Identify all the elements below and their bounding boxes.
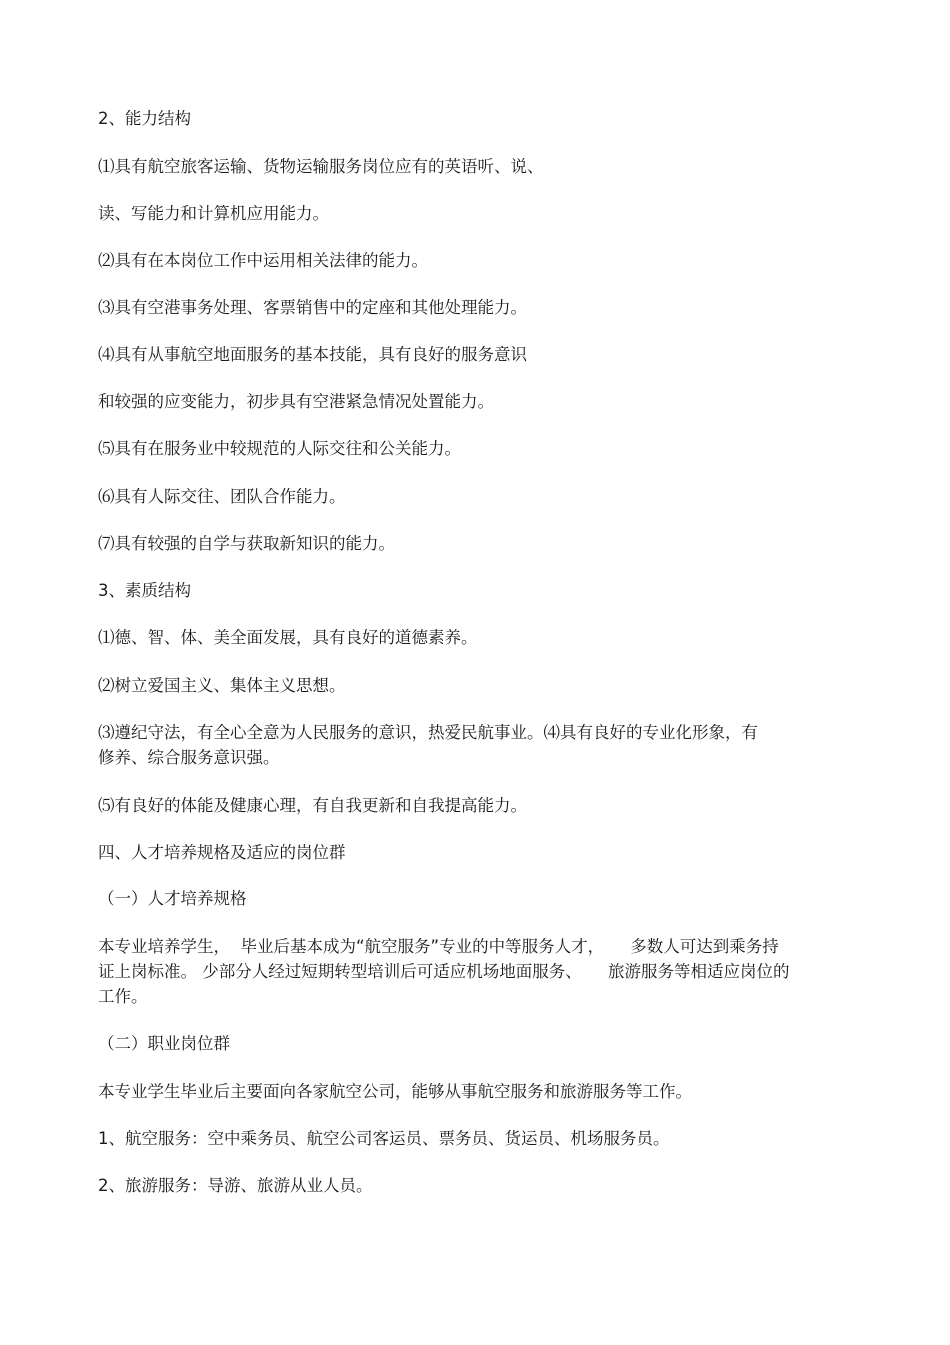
ability-item-4-line-1: ⑷具有从事航空地面服务的基本技能，具有良好的服务意识 xyxy=(98,345,527,364)
spec-paragraph-line-1: 本专业培养学生， 毕业后基本成为“航空服务”专业的中等服务人才， 多数人可达到乘务持 xyxy=(98,937,779,956)
quality-item-5: ⑸有良好的体能及健康心理，有自我更新和自我提高能力。 xyxy=(98,796,527,815)
quality-item-3-4-line-2: 修养、综合服务意识强。 xyxy=(98,748,280,767)
ability-item-3: ⑶具有空港事务处理、客票销售中的定座和其他处理能力。 xyxy=(98,298,527,317)
quality-item-2: ⑵树立爱国主义、集体主义思想。 xyxy=(98,676,346,695)
chapter-heading-talent-spec: 四、人才培养规格及适应的岗位群 xyxy=(98,843,346,862)
spec-paragraph-line-2: 证上岗标准。 少部分人经过短期转型培训后可适应机场地面服务、 旅游服务等相适应岗位的 xyxy=(98,962,790,981)
ability-item-7: ⑺具有较强的自学与获取新知识的能力。 xyxy=(98,534,395,553)
subsection-heading-positions: （二）职业岗位群 xyxy=(98,1034,230,1053)
spec-paragraph-line-3: 工作。 xyxy=(98,987,148,1006)
ability-item-4-line-2: 和较强的应变能力，初步具有空港紧急情况处置能力。 xyxy=(98,392,494,411)
section-heading-quality: 3、素质结构 xyxy=(98,581,191,600)
subsection-heading-spec: （一）人才培养规格 xyxy=(98,889,247,908)
positions-intro: 本专业学生毕业后主要面向各家航空公司，能够从事航空服务和旅游服务等工作。 xyxy=(98,1082,692,1101)
ability-item-1-line-2: 读、写能力和计算机应用能力。 xyxy=(98,204,329,223)
quality-item-1: ⑴德、智、体、美全面发展，具有良好的道德素养。 xyxy=(98,628,478,647)
quality-item-3-4-line-1: ⑶遵纪守法，有全心全意为人民服务的意识，热爱民航事业。⑷具有良好的专业化形象，有 xyxy=(98,723,758,742)
positions-item-tourism: 2、旅游服务：导游、旅游从业人员。 xyxy=(98,1176,373,1195)
ability-item-1-line-1: ⑴具有航空旅客运输、货物运输服务岗位应有的英语听、说、 xyxy=(98,157,544,176)
positions-item-aviation: 1、航空服务：空中乘务员、航空公司客运员、票务员、货运员、机场服务员。 xyxy=(98,1129,670,1148)
ability-item-2: ⑵具有在本岗位工作中运用相关法律的能力。 xyxy=(98,251,428,270)
ability-item-6: ⑹具有人际交往、团队合作能力。 xyxy=(98,487,346,506)
ability-item-5: ⑸具有在服务业中较规范的人际交往和公关能力。 xyxy=(98,439,461,458)
section-heading-ability: 2、能力结构 xyxy=(98,109,191,128)
